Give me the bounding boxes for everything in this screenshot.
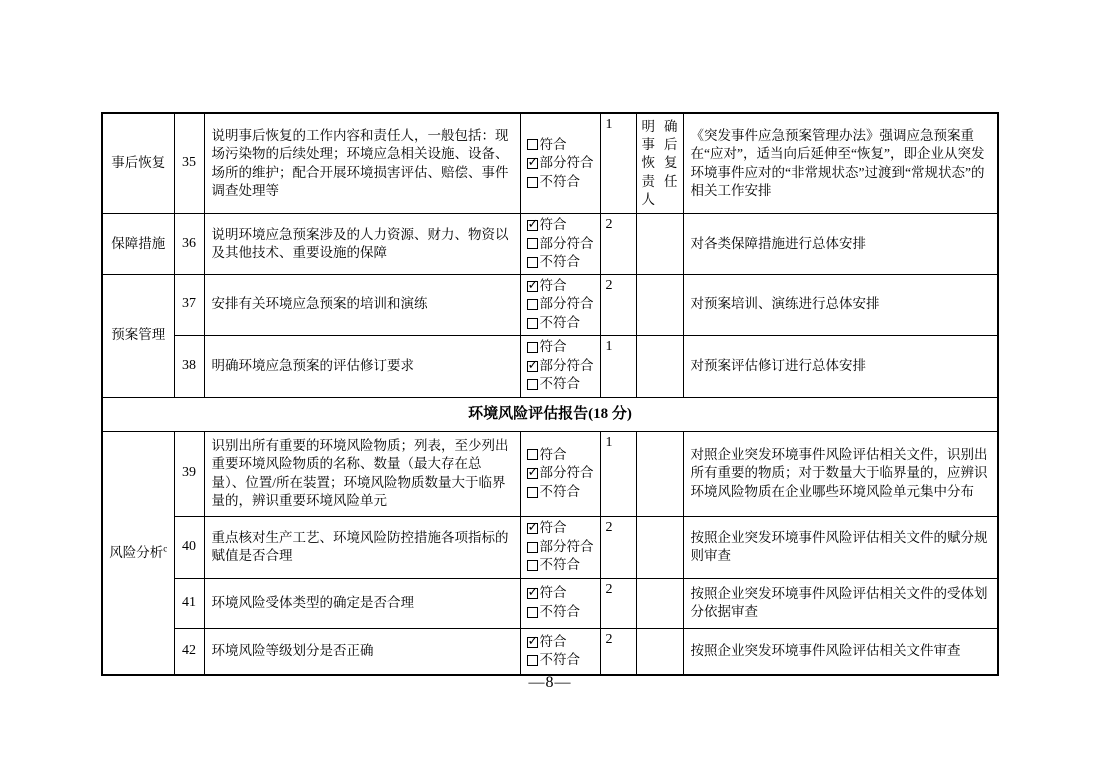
table-row-37 <box>102 274 998 335</box>
checkbox-option <box>527 538 598 557</box>
checkbox-label: 部分符合 <box>539 155 594 171</box>
score-cell: 1 <box>600 335 636 397</box>
category-cell: 保障措施 <box>102 214 174 275</box>
conformity-options-cell <box>520 431 600 516</box>
table-row-38 <box>102 335 998 397</box>
checkbox-label: 部分符合 <box>539 538 594 554</box>
item-number-cell: 39 <box>174 431 204 516</box>
item-description-cell: 说明事后恢复的工作内容和责任人，一般包括：现场污染物的后续处理；环境应急相关设施、设备、场所的维护；配合开展环境损害评估、赔偿、事件调查处理等 <box>204 113 520 214</box>
footnote-marker: c <box>163 543 168 554</box>
checkbox-label: 符合 <box>539 136 567 152</box>
review-note-cell: 对各类保障措施进行总体安排 <box>683 214 998 275</box>
score-cell: 2 <box>600 628 636 675</box>
table-row-39 <box>102 431 998 516</box>
checkbox-label: 部分符合 <box>539 296 594 312</box>
item-description-cell: 明确环境应急预案的评估修订要求 <box>204 335 520 397</box>
checkbox-label: 符合 <box>539 520 567 536</box>
checkbox-label: 部分符合 <box>539 465 594 481</box>
checkbox-icon <box>527 379 538 390</box>
item-description-cell: 识别出所有重要的环境风险物质；列表，至少列出重要环境风险物质的名称、数量（最大存在总量）、位置/所在装置；环境风险物质数量大于临界量的，辨识重要环境风险单元 <box>204 431 520 516</box>
checkbox-option <box>527 277 598 296</box>
category-cell: 预案管理 <box>102 274 174 397</box>
checkbox-option <box>527 375 598 394</box>
score-cell: 2 <box>600 516 636 578</box>
section-divider-row <box>102 397 998 431</box>
checkbox-icon <box>527 257 538 268</box>
review-note-cell: 按照企业突发环境事件风险评估相关文件审查 <box>683 628 998 675</box>
checkbox-icon <box>527 588 538 599</box>
checkbox-option <box>527 173 598 192</box>
conformity-options-cell <box>520 516 600 578</box>
checkbox-option <box>527 603 598 622</box>
checkbox-label: 符合 <box>539 633 567 649</box>
checkbox-icon <box>527 607 538 618</box>
review-note-cell: 对照企业突发环境事件风险评估相关文件，识别出所有重要的物质；对于数量大于临界量的，应辨识环境风险物质在企业哪些环境风险单元集中分布 <box>683 431 998 516</box>
checkbox-label: 符合 <box>539 217 567 233</box>
score-cell: 2 <box>600 214 636 275</box>
checkbox-icon <box>527 139 538 150</box>
responsibility-note-cell <box>636 578 683 628</box>
checkbox-label: 不符合 <box>539 254 580 270</box>
item-number-cell: 38 <box>174 335 204 397</box>
checkbox-label: 不符合 <box>539 604 580 620</box>
checkbox-label: 符合 <box>539 446 567 462</box>
checkbox-icon <box>527 281 538 292</box>
checkbox-icon <box>527 177 538 188</box>
item-number-cell: 40 <box>174 516 204 578</box>
item-number-cell: 37 <box>174 274 204 335</box>
conformity-options-cell <box>520 113 600 214</box>
item-description-cell: 环境风险受体类型的确定是否合理 <box>204 578 520 628</box>
responsibility-note-cell: 明确事后恢复责任人 <box>636 113 683 214</box>
checkbox-label: 不符合 <box>539 173 580 189</box>
conformity-options-cell <box>520 628 600 675</box>
checkbox-icon <box>527 523 538 534</box>
checkbox-option <box>527 446 598 465</box>
responsibility-note-cell <box>636 335 683 397</box>
checkbox-icon <box>527 299 538 310</box>
checkbox-label: 不符合 <box>539 652 580 668</box>
checkbox-label: 不符合 <box>539 557 580 573</box>
item-description-cell: 重点核对生产工艺、环境风险防控措施各项指标的赋值是否合理 <box>204 516 520 578</box>
table-row-35 <box>102 113 998 214</box>
responsibility-note-cell <box>636 628 683 675</box>
review-note-cell: 按照企业突发环境事件风险评估相关文件的赋分规则审查 <box>683 516 998 578</box>
checkbox-icon <box>527 449 538 460</box>
score-cell: 2 <box>600 578 636 628</box>
checkbox-option <box>527 651 598 670</box>
checkbox-label: 不符合 <box>539 483 580 499</box>
review-note-cell: 对预案培训、演练进行总体安排 <box>683 274 998 335</box>
item-number-cell: 35 <box>174 113 204 214</box>
checkbox-option <box>527 519 598 538</box>
checkbox-icon <box>527 318 538 329</box>
checkbox-option <box>527 556 598 575</box>
checkbox-label: 符合 <box>539 585 567 601</box>
checkbox-option <box>527 338 598 357</box>
checkbox-icon <box>527 487 538 498</box>
category-cell: 事后恢复 <box>102 113 174 214</box>
score-cell: 1 <box>600 431 636 516</box>
checkbox-option <box>527 136 598 155</box>
checkbox-option <box>527 357 598 376</box>
responsibility-note-cell <box>636 516 683 578</box>
checkbox-icon <box>527 220 538 231</box>
table-row-40 <box>102 516 998 578</box>
table-row-36 <box>102 214 998 275</box>
review-note-cell: 按照企业突发环境事件风险评估相关文件的受体划分依据审查 <box>683 578 998 628</box>
section-header: 环境风险评估报告(18 分) <box>102 397 998 431</box>
checkbox-label: 部分符合 <box>539 235 594 251</box>
checkbox-icon <box>527 542 538 553</box>
checkbox-icon <box>527 637 538 648</box>
responsibility-note-cell <box>636 274 683 335</box>
conformity-options-cell <box>520 335 600 397</box>
checkbox-option <box>527 295 598 314</box>
checkbox-option <box>527 154 598 173</box>
checkbox-label: 不符合 <box>539 376 580 392</box>
page-number: —8— <box>528 674 572 691</box>
checkbox-option <box>527 464 598 483</box>
table-row-42 <box>102 628 998 675</box>
review-note-cell: 对预案评估修订进行总体安排 <box>683 335 998 397</box>
checkbox-icon <box>527 342 538 353</box>
responsibility-note-cell <box>636 214 683 275</box>
checkbox-option <box>527 483 598 502</box>
item-description-cell: 安排有关环境应急预案的培训和演练 <box>204 274 520 335</box>
conformity-options-cell <box>520 214 600 275</box>
item-description-cell: 说明环境应急预案涉及的人力资源、财力、物资以及其他技术、重要设施的保障 <box>204 214 520 275</box>
checkbox-option <box>527 253 598 272</box>
responsibility-note-cell <box>636 431 683 516</box>
checkbox-label: 不符合 <box>539 314 580 330</box>
review-note-cell: 《突发事件应急预案管理办法》强调应急预案重在“应对”，适当向后延伸至“恢复”，即企业从突发环境事件应对的“非常规状态”过渡到“常规状态”的相关工作安排 <box>683 113 998 214</box>
checkbox-icon <box>527 361 538 372</box>
category-cell <box>102 431 174 675</box>
checkbox-label: 符合 <box>539 339 567 355</box>
item-number-cell: 42 <box>174 628 204 675</box>
conformity-options-cell <box>520 578 600 628</box>
evaluation-table <box>101 112 999 676</box>
checkbox-option <box>527 584 598 603</box>
checkbox-label: 符合 <box>539 277 567 293</box>
table-row-41 <box>102 578 998 628</box>
checkbox-icon <box>527 238 538 249</box>
checkbox-icon <box>527 468 538 479</box>
checkbox-icon <box>527 560 538 571</box>
checkbox-option <box>527 633 598 652</box>
checkbox-option <box>527 235 598 254</box>
item-description-cell: 环境风险等级划分是否正确 <box>204 628 520 675</box>
checkbox-option <box>527 314 598 333</box>
category-label: 风险分析 <box>109 544 164 560</box>
score-cell: 2 <box>600 274 636 335</box>
checkbox-option <box>527 216 598 235</box>
checkbox-label: 部分符合 <box>539 357 594 373</box>
item-number-cell: 41 <box>174 578 204 628</box>
score-cell: 1 <box>600 113 636 214</box>
checkbox-icon <box>527 158 538 169</box>
conformity-options-cell <box>520 274 600 335</box>
item-number-cell: 36 <box>174 214 204 275</box>
checkbox-icon <box>527 655 538 666</box>
